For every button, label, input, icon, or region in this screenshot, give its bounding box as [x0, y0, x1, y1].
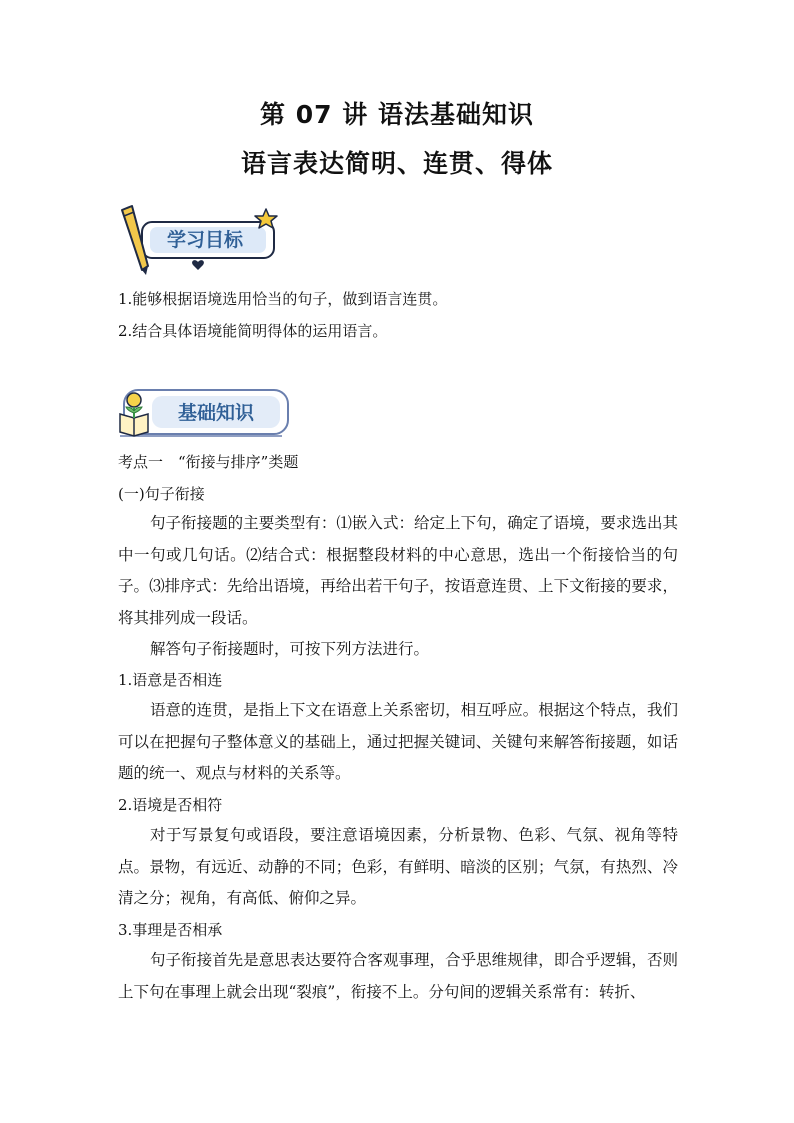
paragraph: 对于写景复句或语段，要注意语境因素，分析景物、色彩、气氛、视角等特点。景物，有远近、动静的不同；色彩，有鲜明、暗淡的区别；气氛，有热烈、冷清之分；视角，有高低、俯仰之异。	[118, 826, 678, 907]
section-heading: (一)句子衔接	[118, 485, 205, 503]
paragraph: 解答句子衔接题时，可按下列方法进行。	[150, 640, 430, 658]
paragraph: 句子衔接题的主要类型有：⑴嵌入式：给定上下句，确定了语境，要求选出其中一句或几句话。⑵结合式：根据整段材料的中心意思，选出一个衔接恰当的句子。⑶排序式：先给出语境，再给出若干句子，按语意连贯、上下文衔接的要求，将其排列成一段话。	[118, 514, 678, 627]
paragraph: 句子衔接首先是意思表达要符合客观事理，合乎思维规律，即合乎逻辑，否则上下句在事理上就会出现“裂痕”，衔接不上。分句间的逻辑关系常有：转折、	[118, 951, 678, 1001]
subheading: 3.事理是否相承	[118, 921, 223, 939]
page-title: 第 07 讲 语法基础知识	[260, 100, 534, 129]
heart-icon	[192, 260, 204, 270]
kaodian-heading: 考点一 “衔接与排序”类题	[118, 453, 299, 471]
learning-goals-banner	[112, 200, 287, 276]
paragraph: 语意的连贯，是指上下文在语意上关系密切，相互呼应。根据这个特点，我们可以在把握句子整体意义的基础上，通过把握关键词、关键句来解答衔接题，如话题的统一、观点与材料的关系等。	[118, 701, 678, 782]
goal-item: 1.能够根据语境选用恰当的句子，做到语言连贯。	[118, 290, 448, 308]
goal-item: 2.结合具体语境能简明得体的运用语言。	[118, 322, 388, 340]
basic-knowledge-banner	[112, 384, 292, 440]
subheading: 1.语意是否相连	[118, 671, 223, 689]
subheading: 2.语境是否相符	[118, 796, 223, 814]
page-subtitle: 语言表达简明、连贯、得体	[240, 149, 553, 178]
banner-label: 基础知识	[177, 402, 255, 424]
banner-label: 学习目标	[166, 229, 244, 251]
